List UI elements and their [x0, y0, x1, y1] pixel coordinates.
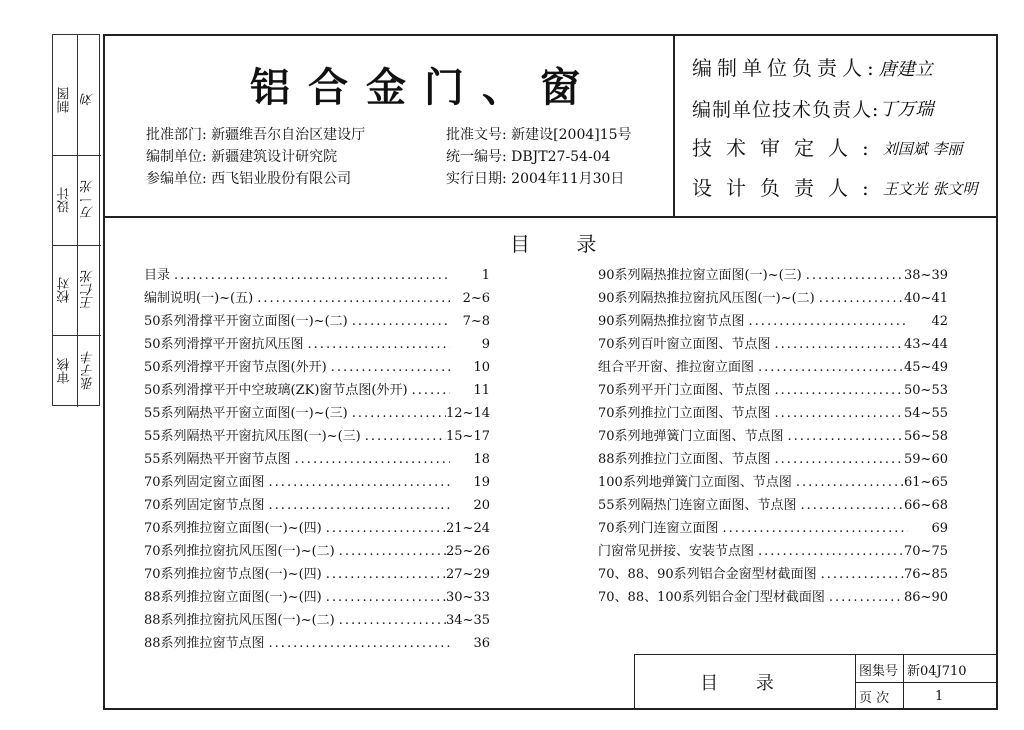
toc-entry-pages: 70~75	[904, 544, 948, 559]
binding-label-review: 审核	[57, 358, 73, 384]
toc-entry-pages: 86~90	[904, 590, 948, 605]
toc-entry	[144, 264, 490, 287]
toc-leader-dots	[754, 356, 904, 379]
toc-leader-dots	[335, 540, 446, 563]
toc-leader-dots	[335, 609, 446, 632]
toc-leader-dots	[745, 310, 908, 333]
toc-entry-label: 70系列固定窗节点图	[144, 498, 265, 513]
toc-entry-pages: 54~55	[904, 406, 948, 421]
reviewer-label: 技术审定人:	[692, 136, 883, 160]
toc-entry-label: 50系列滑撑平开窗立面图(一)~(二)	[144, 314, 348, 329]
toc-entry	[598, 287, 948, 310]
toc-leader-dots	[348, 402, 446, 425]
toc-entry-label: 55系列隔热平开窗抗风压图(一)~(三)	[144, 429, 361, 444]
atlas-no-label: 图集号	[859, 663, 899, 679]
toc-entry-label: 70系列推拉窗抗风压图(一)~(二)	[144, 544, 335, 559]
toc-leader-dots	[719, 517, 908, 540]
toc-entry-pages: 21~24	[446, 521, 490, 536]
toc-entry-label: 门窗常见拼接、安装节点图	[598, 544, 755, 559]
toc-entry-label: 88系列推拉窗节点图	[144, 636, 265, 651]
designer-signature: 王文光 张文明	[882, 179, 978, 198]
title-block	[634, 654, 998, 710]
toc-entry-pages: 10	[473, 360, 490, 375]
toc-entry	[144, 517, 490, 540]
approval-doc-label: 批准文号:	[446, 127, 507, 143]
toc-entry-pages: 43~44	[904, 337, 948, 352]
toc-leader-dots	[817, 563, 904, 586]
toc-leader-dots	[304, 333, 450, 356]
toc-entry-pages: 19	[473, 475, 490, 490]
toc-leader-dots	[265, 471, 450, 494]
toc-entry-label: 90系列隔热推拉窗节点图	[598, 314, 745, 329]
toc-entry	[144, 471, 490, 494]
binding-label-design: 设计	[57, 187, 73, 213]
approval-info-left	[146, 124, 365, 190]
toc-entry-pages: 12~14	[446, 406, 490, 421]
toc-leader-dots	[327, 356, 450, 379]
toc-entry	[144, 356, 490, 379]
binding-label-check: 校对	[57, 277, 73, 303]
toc-entry-label: 55系列隔热门连窗立面图、节点图	[598, 498, 797, 513]
toc-leader-dots	[322, 586, 446, 609]
toc-entry-label: 70、88、100系列铝合金门型材截面图	[598, 590, 825, 605]
toc-entry-label: 70、88、90系列铝合金窗型材截面图	[598, 567, 817, 582]
binding-strip	[52, 34, 100, 406]
approval-doc: 新建设[2004]15号	[511, 127, 632, 143]
toc-leader-dots	[754, 540, 904, 563]
atlas-no: 新04J710	[907, 663, 967, 679]
toc-leader-dots	[797, 494, 904, 517]
toc-entry-pages: 25~26	[446, 544, 490, 559]
toc-entry-pages: 9	[481, 337, 490, 352]
effective-label: 实行日期:	[446, 171, 507, 187]
toc-entry-pages: 40~41	[904, 291, 948, 306]
page-title: 铝合金门、窗	[250, 64, 598, 111]
compiler: 新疆建筑设计研究院	[211, 149, 338, 165]
toc-entry	[598, 494, 948, 517]
toc-leader-dots	[348, 310, 450, 333]
unified-no-label: 统一编号:	[446, 149, 507, 165]
toc-entry-label: 55系列隔热平开窗立面图(一)~(三)	[144, 406, 348, 421]
toc-leader-dots	[771, 402, 904, 425]
toc-entry-label: 50系列滑撑平开窗节点图(外开)	[144, 360, 327, 375]
toc-entry-label: 70系列推拉窗节点图(一)~(四)	[144, 567, 322, 582]
toc-entry-pages: 20	[473, 498, 490, 513]
toc-entry-label: 50系列滑撑平开窗抗风压图	[144, 337, 304, 352]
toc-entry	[598, 356, 948, 379]
tech-head-label: 编制单位技术负责人:	[692, 98, 880, 121]
toc-leader-dots	[361, 425, 446, 448]
page-label: 页 次	[859, 690, 890, 706]
toc-leader-dots	[291, 448, 450, 471]
toc-leader-dots	[170, 264, 450, 287]
toc-entry	[144, 333, 490, 356]
toc-entry-pages: 69	[931, 521, 948, 536]
toc-entry	[598, 425, 948, 448]
header-divider	[103, 216, 998, 218]
binding-label-drawing: 制图	[57, 87, 73, 113]
toc-entry	[598, 563, 948, 586]
toc-entry-pages: 66~68	[904, 498, 948, 513]
toc-entry-label: 70系列推拉窗立面图(一)~(四)	[144, 521, 322, 536]
toc-entry	[598, 333, 948, 356]
title-block-name: 目 录	[700, 673, 790, 694]
toc-entry	[144, 448, 490, 471]
toc-entry-pages: 1	[481, 268, 490, 283]
toc-entry	[144, 632, 490, 655]
toc-entry	[598, 448, 948, 471]
toc-leader-dots	[802, 264, 904, 287]
toc-entry-label: 88系列推拉窗抗风压图(一)~(二)	[144, 613, 335, 628]
toc-entry-pages: 18	[473, 452, 490, 467]
toc-leader-dots	[771, 379, 904, 402]
toc-entry	[144, 540, 490, 563]
approval-info-right	[446, 124, 632, 190]
toc-entry-label: 编制说明(一)~(五)	[144, 291, 254, 306]
toc-entry-label: 70系列推拉门立面图、节点图	[598, 406, 771, 421]
toc-right-column	[598, 264, 948, 609]
toc-entry	[144, 563, 490, 586]
header-vdivider	[673, 34, 675, 218]
toc-entry-pages: 11	[473, 383, 490, 398]
approval-dept: 新疆维吾尔自治区建设厅	[211, 127, 366, 143]
toc-entry	[144, 287, 490, 310]
toc-entry-pages: 30~33	[446, 590, 490, 605]
toc-leader-dots	[265, 494, 450, 517]
toc-title: 目 录	[510, 232, 617, 256]
toc-entry	[598, 471, 948, 494]
responsibility-block	[692, 48, 992, 208]
toc-leader-dots	[771, 448, 904, 471]
toc-leader-dots	[815, 287, 904, 310]
toc-entry-pages: 42	[931, 314, 948, 329]
toc-entry	[144, 310, 490, 333]
toc-entry-pages: 34~35	[446, 613, 490, 628]
unified-no: DBJT27-54-04	[511, 149, 611, 165]
toc-entry	[144, 379, 490, 402]
toc-left-column	[144, 264, 490, 655]
toc-entry-pages: 76~85	[904, 567, 948, 582]
toc-entry-pages: 45~49	[904, 360, 948, 375]
toc-entry	[144, 425, 490, 448]
binding-sig-check: 王仁光	[81, 270, 97, 310]
toc-entry	[598, 517, 948, 540]
toc-entry	[144, 402, 490, 425]
toc-leader-dots	[253, 287, 450, 310]
toc-entry-pages: 50~53	[904, 383, 948, 398]
toc-leader-dots	[792, 471, 904, 494]
approval-dept-label: 批准部门:	[146, 127, 207, 143]
toc-entry-label: 90系列隔热推拉窗立面图(一)~(三)	[598, 268, 802, 283]
toc-entry	[144, 609, 490, 632]
toc-entry-pages: 59~60	[904, 452, 948, 467]
binding-sig-review: 张子丰	[81, 351, 97, 391]
toc-entry-pages: 15~17	[446, 429, 490, 444]
toc-leader-dots	[322, 517, 446, 540]
toc-entry-label: 70系列地弹簧门立面图、节点图	[598, 429, 784, 444]
toc-entry-pages: 56~58	[904, 429, 948, 444]
toc-entry-label: 组合平开窗、推拉窗立面图	[598, 360, 755, 375]
participant-label: 参编单位:	[146, 171, 207, 187]
toc-entry	[144, 494, 490, 517]
toc-entry	[144, 586, 490, 609]
toc-entry	[598, 402, 948, 425]
toc-leader-dots	[771, 333, 904, 356]
toc-leader-dots	[784, 425, 904, 448]
toc-leader-dots	[265, 632, 450, 655]
toc-entry	[598, 586, 948, 609]
unit-head-label: 编制单位负责人:	[692, 56, 879, 80]
toc-entry-pages: 27~29	[446, 567, 490, 582]
toc-entry-pages: 61~65	[904, 475, 948, 490]
toc-entry	[598, 264, 948, 287]
toc-entry-label: 88系列推拉门立面图、节点图	[598, 452, 771, 467]
designer-label: 设计负责人:	[692, 176, 883, 200]
tech-head-signature: 丁万瑞	[879, 99, 934, 120]
binding-sig-design: 万一光	[81, 180, 97, 220]
toc-entry-label: 70系列门连窗立面图	[598, 521, 719, 536]
toc-entry-pages: 7~8	[462, 314, 490, 329]
toc-entry-pages: 36	[473, 636, 490, 651]
toc-entry-label: 50系列滑撑平开中空玻璃(ZK)窗节点图(外开)	[144, 383, 408, 398]
compiler-label: 编制单位:	[146, 149, 207, 165]
toc-entry-label: 88系列推拉窗立面图(一)~(四)	[144, 590, 322, 605]
reviewer-signature: 刘国斌 李丽	[882, 139, 963, 158]
toc-entry-pages: 2~6	[462, 291, 490, 306]
unit-head-signature: 唐建立	[878, 59, 933, 80]
toc-leader-dots	[408, 379, 450, 402]
toc-entry-label: 70系列百叶窗立面图、节点图	[598, 337, 771, 352]
toc-entry-label: 70系列固定窗立面图	[144, 475, 265, 490]
toc-entry-label: 100系列地弹簧门立面图、节点图	[598, 475, 792, 490]
toc-leader-dots	[825, 586, 904, 609]
toc-entry	[598, 540, 948, 563]
toc-entry-pages: 38~39	[904, 268, 948, 283]
toc-entry-label: 55系列隔热平开窗节点图	[144, 452, 291, 467]
toc-entry	[598, 379, 948, 402]
binding-sig-drawing: 刘	[81, 93, 97, 107]
toc-entry-label: 90系列隔热推拉窗抗风压图(一)~(二)	[598, 291, 815, 306]
toc-entry-label: 目录	[144, 268, 171, 283]
participant: 西飞铝业股份有限公司	[211, 171, 352, 187]
toc-entry	[598, 310, 948, 333]
toc-entry-label: 70系列平开门立面图、节点图	[598, 383, 771, 398]
page-number: 1	[935, 688, 944, 704]
toc-leader-dots	[322, 563, 446, 586]
effective-date: 2004年11月30日	[511, 171, 625, 187]
